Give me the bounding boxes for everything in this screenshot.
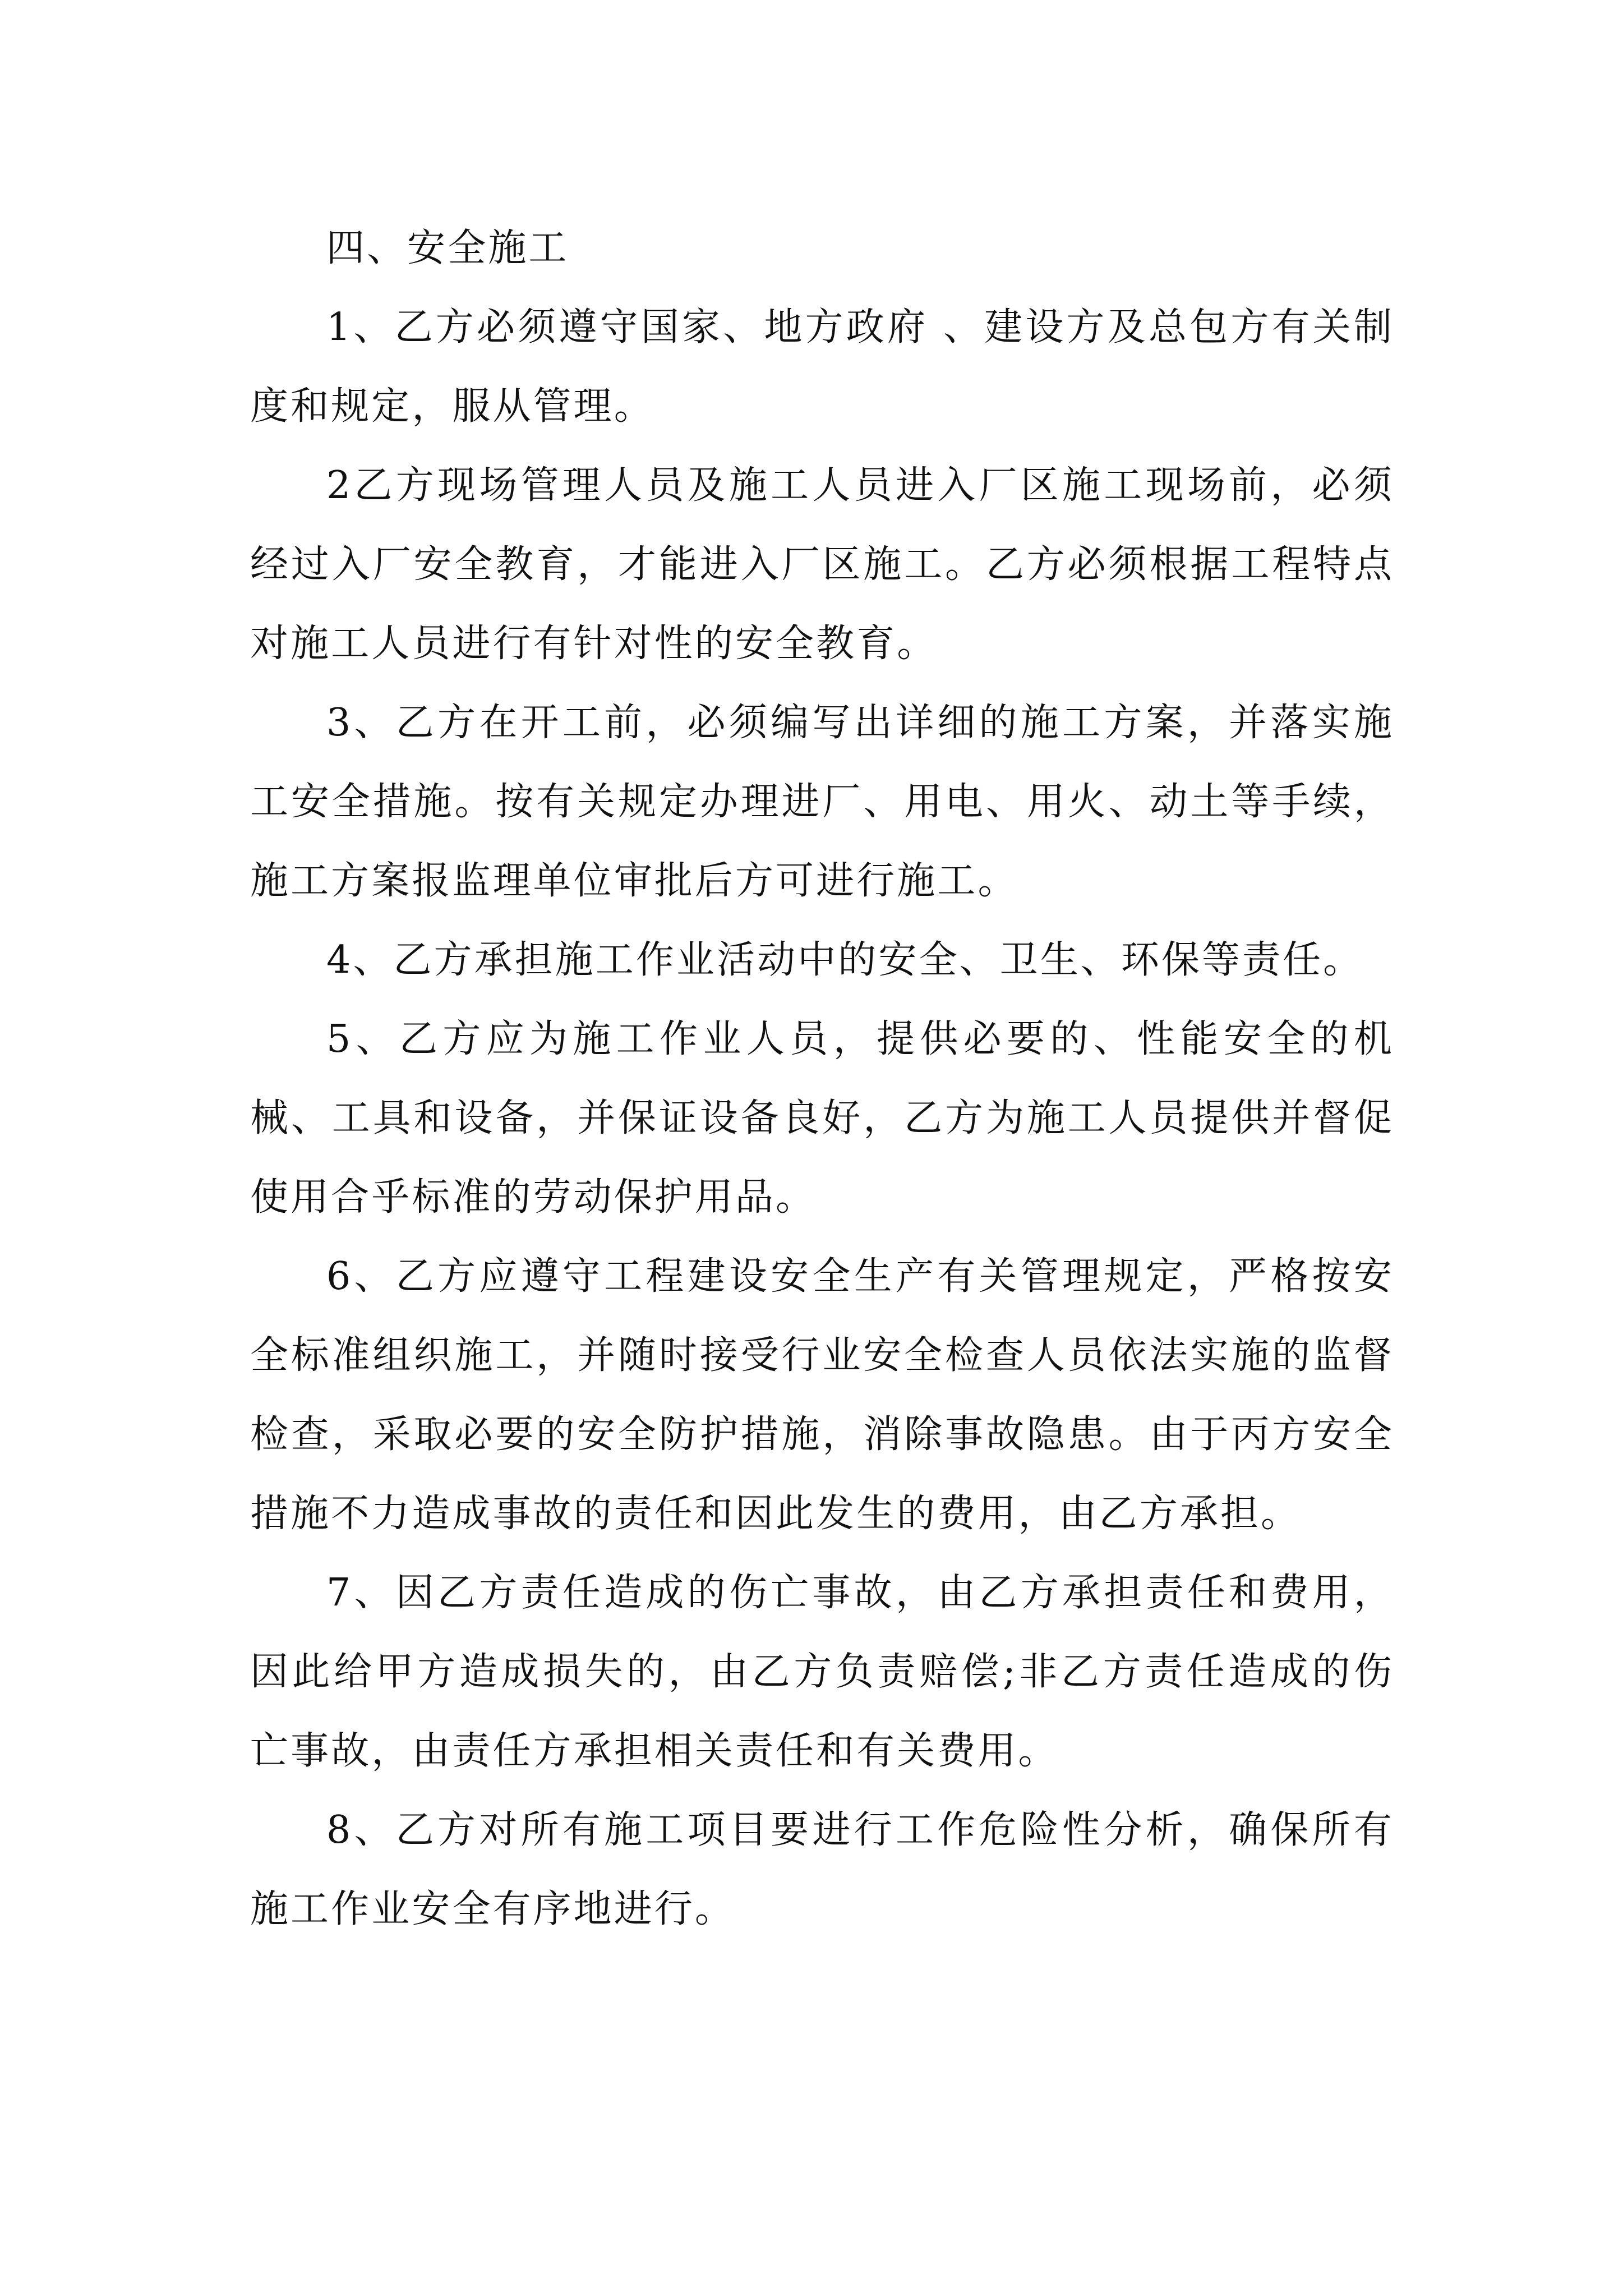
clause-6: 6、乙方应遵守工程建设安全生产有关管理规定，严格按安全标准组织施工，并随时接受行业安全检查人员依法实施的监督检查，采取必要的安全防护措施，消除事故隐患。由于丙方安全措施不力造成事故的责任和因此发生的费用，由乙方承担。	[250, 1254, 1394, 1536]
clause-1: 1、乙方必须遵守国家、地方政府 、建设方及总包方有关制度和规定，服从管理。	[250, 305, 1394, 429]
clause-5: 5、乙方应为施工作业人员，提供必要的、性能安全的机械、工具和设备，并保证设备良好，乙方为施工人员提供并督促使用合乎标准的劳动保护用品。	[250, 1017, 1394, 1220]
clause-3: 3、乙方在开工前，必须编写出详细的施工方案，并落实施工安全措施。按有关规定办理进厂、用电、用火、动土等手续，施工方案报监理单位审批后方可进行施工。	[250, 701, 1394, 903]
clause-2: 2乙方现场管理人员及施工人员进入厂区施工现场前，必须经过入厂安全教育，才能进入厂区施工。乙方必须根据工程特点对施工人员进行有针对性的安全教育。	[250, 463, 1394, 666]
clause-8: 8、乙方对所有施工项目要进行工作危险性分析，确保所有施工作业安全有序地进行。	[250, 1808, 1394, 1931]
clause-4: 4、乙方承担施工作业活动中的安全、卫生、环保等责任。	[326, 938, 1364, 982]
clause-7: 7、因乙方责任造成的伤亡事故，由乙方承担责任和费用，因此给甲方造成损失的，由乙方负责赔偿;非乙方责任造成的伤亡事故，由责任方承担相关责任和有关费用。	[250, 1571, 1394, 1773]
section-heading: 四、安全施工	[326, 226, 569, 270]
document-body	[250, 209, 1394, 1949]
